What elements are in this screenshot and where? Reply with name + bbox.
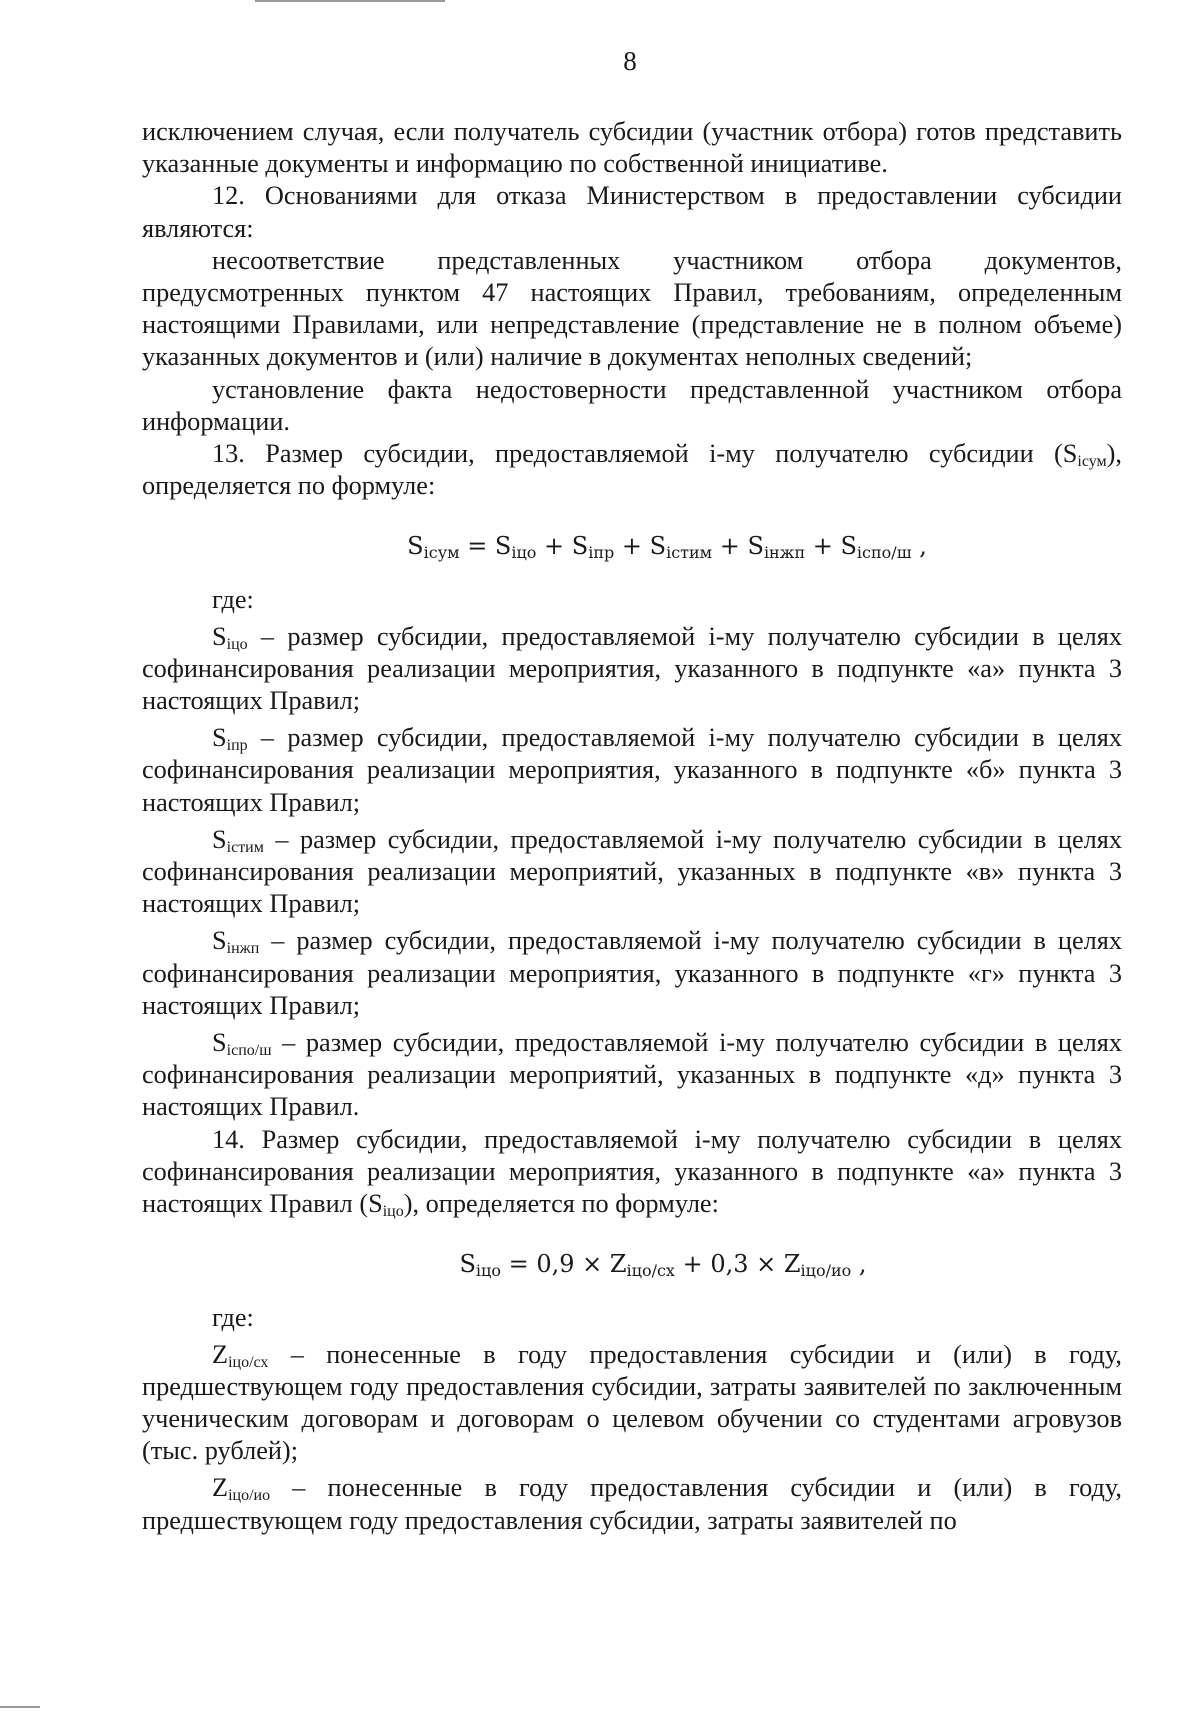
formula-ico-subsidy: $S_{iцо} = 0,9 \times Z_{iцо/сх} + 0,3 \times Z_{iцо/ио}$ , (459, 1250, 867, 1281)
where-label: где: (212, 1303, 254, 1333)
scan-artifact (255, 0, 445, 2)
where-label: где: (212, 585, 254, 615)
definition: $Z_{iцо/ио}$ – понесенные в году предоставления субсидии и (или) в году, предшествующем году предоставления субсидии, затраты заявителей по (142, 1473, 1122, 1535)
paragraph-14: 14. Размер субсидии, предоставляемой i-му получателю субсидии в целях софинансирования реализации мероприятия, указанного в подпункте «а» пункта 3 настоящих Правил $(S_{iцо})$, определяется по формуле: (142, 1124, 1122, 1221)
paragraph: установление факта недостоверности представленной участником отбора информации. (142, 374, 1122, 436)
definition: $S_{iстим}$ – размер субсидии, предоставляемой i-му получателю субсидии в целях софинансирования реализации мероприятий, указанных в подпункте «в» пункта 3 настоящих Правил; (142, 824, 1122, 919)
definition: $S_{iпр}$ – размер субсидии, предоставляемой i-му получателю субсидии в целях софинансирования реализации мероприятия, указанного в подпункте «б» пункта 3 настоящих Правил; (142, 723, 1122, 817)
definition: $S_{iнжп}$ – размер субсидии, предоставляемой i-му получателю субсидии в целях софинансирования реализации мероприятия, указанного в подпункте «г» пункта 3 настоящих Правил; (142, 926, 1122, 1020)
paragraph-13: 13. Размер субсидии, предоставляемой i-му получателю субсидии $(S_{iсум})$, определяется по формуле: (142, 439, 1122, 501)
paragraph-12: 12. Основаниями для отказа Министерством в предоставлении субсидии являются: (142, 181, 1122, 243)
definition: $S_{iспо/ш}$ – размер субсидии, предоставляемой i-му получателю субсидии в целях софинансирования реализации мероприятий, указанных в подпункте «д» пункта 3 настоящих Правил. (142, 1028, 1122, 1122)
formula-total-subsidy: $S_{iсум} = S_{iцо} + S_{iпр} + S_{iстим} + S_{iнжп} + S_{iспо/ш}$ , (407, 532, 927, 563)
page-number: 8 (623, 46, 637, 76)
definition: $Z_{iцо/сх}$ – понесенные в году предоставления субсидии и (или) в году, предшествующем году предоставления субсидии, затраты заявителей по заключенным ученическим договорам и договорам о целевом обучении со студентами агровузов (тыс. рублей); (142, 1339, 1122, 1466)
scan-artifact (0, 1706, 40, 1708)
document-body (142, 116, 1122, 1537)
paragraph: исключением случая, если получатель субсидии (участник отбора) готов представить указанные документы и информацию по собственной инициативе. (142, 117, 1122, 179)
paragraph: несоответствие представленных участником отбора документов, предусмотренных пунктом 47 настоящих Правил, требованиям, определенным настоящими Правилами, или непредставление (представление не в полном объеме) указанных документов и (или) наличие в документах неполных сведений; (142, 245, 1122, 372)
definition: $S_{iцо}$ – размер субсидии, предоставляемой i-му получателю субсидии в целях софинансирования реализации мероприятия, указанного в подпункте «а» пункта 3 настоящих Правил; (142, 621, 1122, 716)
